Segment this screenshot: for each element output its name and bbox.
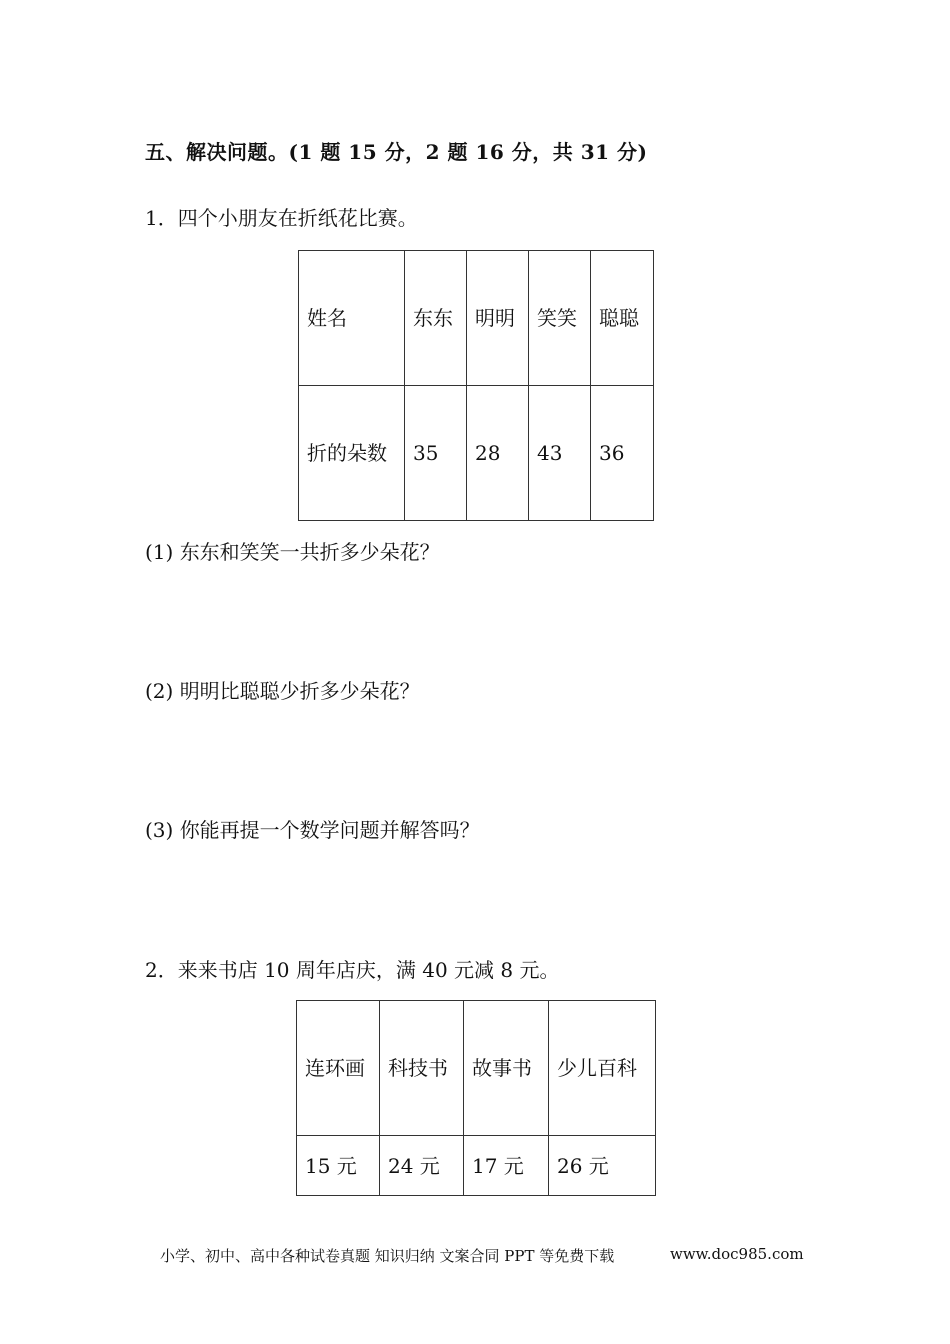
table-header-cell: 笑笑 — [529, 251, 591, 386]
table-cell: 26 元 — [549, 1136, 656, 1196]
table-header-cell: 姓名 — [299, 251, 405, 386]
table-cell: 43 — [529, 386, 591, 521]
table-header-cell: 连环画 — [297, 1001, 380, 1136]
table-row — [297, 1001, 656, 1136]
table-row — [297, 1136, 656, 1196]
question-1-stem: 1．四个小朋友在折纸花比赛。 — [145, 206, 418, 230]
question-1-sub-2: (2) 明明比聪聪少折多少朵花？ — [145, 679, 420, 703]
table-header-cell: 科技书 — [380, 1001, 464, 1136]
table-header-cell: 故事书 — [464, 1001, 549, 1136]
footer-text: 小学、初中、高中各种试卷真题 知识归纳 文案合同 PPT 等免费下载 — [160, 1247, 615, 1265]
table-header-cell: 东东 — [405, 251, 467, 386]
table-cell: 28 — [467, 386, 529, 521]
footer-site-link[interactable]: www.doc985.com — [670, 1245, 804, 1263]
book-price-table — [296, 1000, 656, 1196]
table-cell: 35 — [405, 386, 467, 521]
table-header-cell: 明明 — [467, 251, 529, 386]
table-row — [299, 251, 654, 386]
question-1-sub-3: (3) 你能再提一个数学问题并解答吗？ — [145, 818, 480, 842]
question-1-sub-1: (1) 东东和笑笑一共折多少朵花？ — [145, 540, 440, 564]
table-cell: 17 元 — [464, 1136, 549, 1196]
table-header-cell: 少儿百科 — [549, 1001, 656, 1136]
table-cell: 36 — [591, 386, 654, 521]
table-cell: 折的朵数 — [299, 386, 405, 521]
table-row — [299, 386, 654, 521]
question-2-stem: 2．来来书店 10 周年店庆，满 40 元减 8 元。 — [145, 958, 560, 982]
section-title: 五、解决问题。(1 题 15 分，2 题 16 分，共 31 分) — [145, 140, 648, 164]
table-cell: 24 元 — [380, 1136, 464, 1196]
flower-count-table — [298, 250, 654, 521]
table-header-cell: 聪聪 — [591, 251, 654, 386]
table-cell: 15 元 — [297, 1136, 380, 1196]
